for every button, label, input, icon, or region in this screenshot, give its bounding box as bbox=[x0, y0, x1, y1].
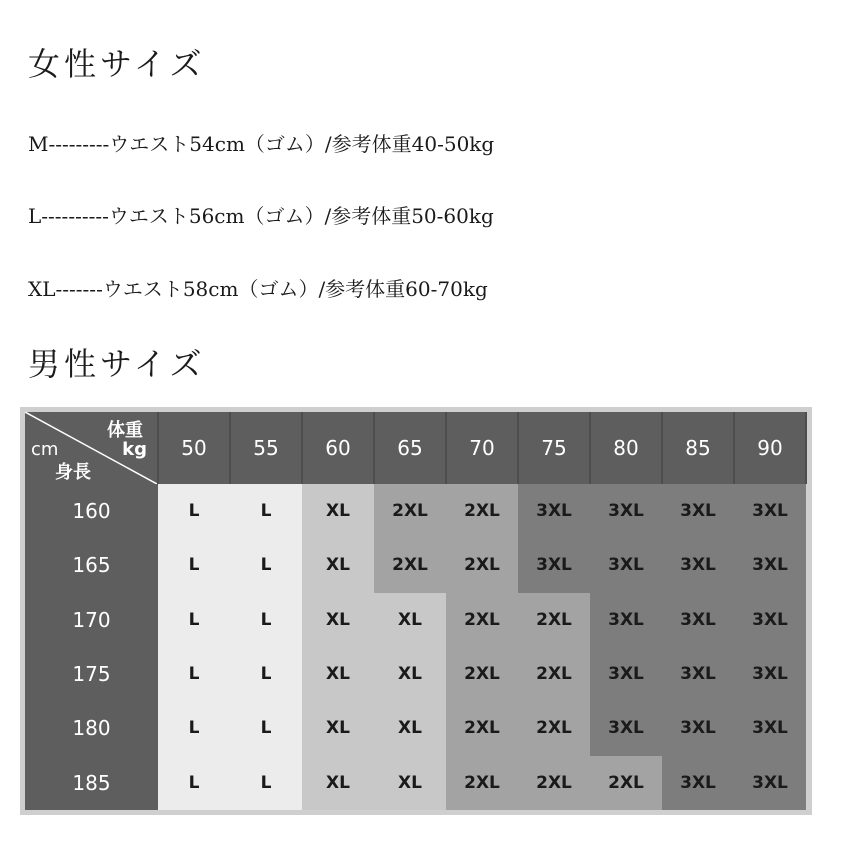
size-cell: XL bbox=[302, 756, 374, 810]
corner-weight-label: 体重 bbox=[107, 420, 143, 441]
size-cell: 3XL bbox=[734, 701, 806, 755]
size-cell: 2XL bbox=[590, 756, 662, 810]
table-row bbox=[25, 647, 806, 701]
size-cell: L bbox=[230, 756, 302, 810]
men-size-table bbox=[25, 412, 807, 810]
size-cell: L bbox=[158, 593, 230, 647]
size-cell: L bbox=[230, 593, 302, 647]
height-cell: 185 bbox=[25, 756, 158, 810]
women-size-l-line: L----------ウエスト56cm（ゴム）/参考体重50-60kg bbox=[28, 204, 494, 228]
size-cell: XL bbox=[302, 647, 374, 701]
weight-header-cell: 50 bbox=[158, 412, 230, 484]
size-cell: L bbox=[158, 538, 230, 592]
size-cell: 2XL bbox=[446, 756, 518, 810]
size-cell: 3XL bbox=[734, 756, 806, 810]
weight-header-cell: 90 bbox=[734, 412, 806, 484]
corner-cm-label: cm bbox=[31, 439, 59, 460]
table-row bbox=[25, 593, 806, 647]
size-cell: 3XL bbox=[662, 701, 734, 755]
size-cell: L bbox=[230, 701, 302, 755]
weight-header-cell: 55 bbox=[230, 412, 302, 484]
size-cell: 2XL bbox=[518, 593, 590, 647]
table-row bbox=[25, 756, 806, 810]
height-cell: 160 bbox=[25, 484, 158, 538]
size-cell: 3XL bbox=[590, 484, 662, 538]
size-cell: XL bbox=[374, 647, 446, 701]
size-cell: 2XL bbox=[374, 538, 446, 592]
women-size-m-line: M---------ウエスト54cm（ゴム）/参考体重40-50kg bbox=[28, 132, 495, 156]
corner-kg-label: kg bbox=[122, 439, 147, 460]
weight-header-cell: 70 bbox=[446, 412, 518, 484]
table-row bbox=[25, 484, 806, 538]
size-cell: 3XL bbox=[662, 538, 734, 592]
size-cell: 2XL bbox=[446, 593, 518, 647]
size-cell: 2XL bbox=[446, 484, 518, 538]
table-corner-cell bbox=[25, 412, 158, 484]
size-cell: 2XL bbox=[446, 701, 518, 755]
size-cell: 2XL bbox=[446, 538, 518, 592]
size-cell: 2XL bbox=[518, 647, 590, 701]
size-cell: L bbox=[158, 701, 230, 755]
size-cell: 3XL bbox=[734, 647, 806, 701]
corner-height-label: 身長 bbox=[55, 462, 91, 483]
size-cell: 3XL bbox=[734, 538, 806, 592]
size-cell: 2XL bbox=[518, 701, 590, 755]
size-cell: L bbox=[158, 484, 230, 538]
size-cell: 3XL bbox=[662, 484, 734, 538]
size-cell: 3XL bbox=[518, 484, 590, 538]
weight-header-cell: 85 bbox=[662, 412, 734, 484]
women-size-title: 女性サイズ bbox=[28, 45, 206, 83]
size-cell: 3XL bbox=[662, 593, 734, 647]
table-row bbox=[25, 701, 806, 755]
size-cell: 2XL bbox=[446, 647, 518, 701]
size-cell: L bbox=[230, 484, 302, 538]
size-cell: 3XL bbox=[590, 647, 662, 701]
height-cell: 170 bbox=[25, 593, 158, 647]
size-cell: 3XL bbox=[518, 538, 590, 592]
size-cell: XL bbox=[374, 701, 446, 755]
height-cell: 165 bbox=[25, 538, 158, 592]
weight-header-cell: 60 bbox=[302, 412, 374, 484]
size-cell: L bbox=[158, 756, 230, 810]
size-cell: 3XL bbox=[590, 593, 662, 647]
size-cell: 3XL bbox=[590, 701, 662, 755]
size-cell: XL bbox=[302, 484, 374, 538]
size-cell: XL bbox=[302, 701, 374, 755]
size-cell: XL bbox=[302, 538, 374, 592]
size-cell: 2XL bbox=[374, 484, 446, 538]
weight-header-cell: 80 bbox=[590, 412, 662, 484]
size-cell: XL bbox=[374, 593, 446, 647]
size-cell: XL bbox=[374, 756, 446, 810]
height-cell: 180 bbox=[25, 701, 158, 755]
size-cell: 2XL bbox=[518, 756, 590, 810]
size-cell: L bbox=[230, 538, 302, 592]
size-cell: 3XL bbox=[734, 593, 806, 647]
women-size-xl-line: XL-------ウエスト58cm（ゴム）/参考体重60-70kg bbox=[28, 277, 488, 301]
weight-header-cell: 65 bbox=[374, 412, 446, 484]
height-cell: 175 bbox=[25, 647, 158, 701]
size-cell: 3XL bbox=[662, 756, 734, 810]
men-size-table-frame bbox=[20, 407, 812, 815]
size-cell: L bbox=[158, 647, 230, 701]
size-cell: XL bbox=[302, 593, 374, 647]
size-cell: 3XL bbox=[662, 647, 734, 701]
weight-header-row bbox=[25, 412, 806, 484]
size-cell: 3XL bbox=[590, 538, 662, 592]
size-cell: 3XL bbox=[734, 484, 806, 538]
table-row bbox=[25, 538, 806, 592]
men-size-title: 男性サイズ bbox=[28, 345, 206, 383]
size-cell: L bbox=[230, 647, 302, 701]
weight-header-cell: 75 bbox=[518, 412, 590, 484]
